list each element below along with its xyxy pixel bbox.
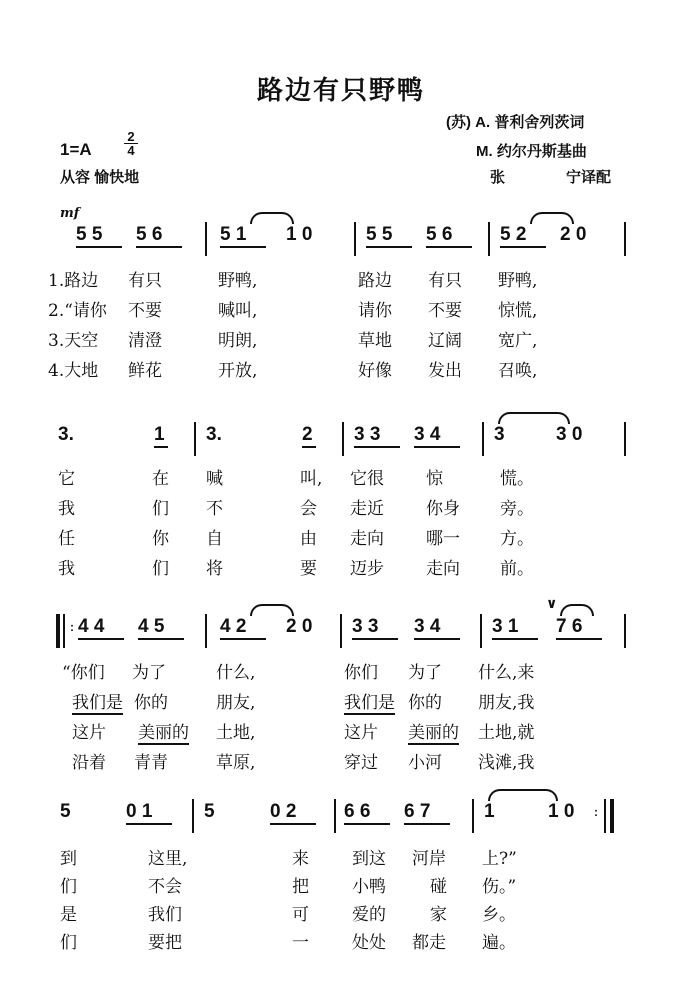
beam — [126, 823, 172, 825]
beam — [76, 246, 122, 248]
note-group: 2 0 — [560, 224, 587, 245]
note-group: 3 — [494, 424, 505, 445]
note-group: 1 0 — [286, 224, 313, 245]
bar-line — [624, 614, 626, 648]
note-group: 0 2 — [270, 801, 297, 822]
lyric-line: 到 这里, 来 到这 河岸 上?” — [60, 849, 517, 869]
repeat-bar-line — [63, 614, 65, 648]
note-group: 5 6 — [426, 224, 453, 245]
note-group: 5 5 — [76, 224, 103, 245]
repeat-dots: : — [594, 805, 598, 819]
beam — [366, 246, 412, 248]
lyric-line: 我 们 将 要 迈步 走向 前。 — [58, 559, 534, 579]
lyric-line: 是 我们 可 爱的 家 乡。 — [60, 905, 516, 925]
beam — [414, 446, 460, 448]
note-group: 3 3 — [354, 424, 381, 445]
bar-line — [342, 422, 344, 456]
repeat-dots: : — [70, 620, 74, 634]
repeat-bar-line — [604, 799, 606, 833]
tempo-marking: 从容 愉快地 — [60, 169, 140, 186]
bar-line — [354, 222, 356, 256]
beam — [270, 823, 316, 825]
beam — [344, 823, 390, 825]
note-group: 3. — [206, 424, 222, 445]
note-group: 3 1 — [492, 616, 519, 637]
breath-mark-icon: ∨ — [546, 596, 558, 612]
beam — [220, 638, 266, 640]
note-group: 1 — [484, 801, 495, 822]
tie-mark — [530, 212, 574, 224]
lyric-line: 1.路边 有只 野鸭, 路边 有只 野鸭, — [48, 271, 538, 291]
lyric-line: 我们是 你的 朋友, 我们是 你的 朋友,我 — [48, 688, 628, 712]
translator-credit: 宁译配 — [566, 169, 612, 186]
beam — [136, 246, 182, 248]
beam — [426, 246, 472, 248]
note-group: 5 — [60, 801, 71, 822]
beam — [352, 638, 398, 640]
dynamic-marking: mf — [60, 206, 80, 221]
beam — [414, 638, 460, 640]
note-group: 3 4 — [414, 616, 441, 637]
time-signature-top: 2 — [127, 129, 135, 144]
beam — [138, 638, 184, 640]
note-group: 3 3 — [352, 616, 379, 637]
note-group: 1 — [154, 424, 165, 445]
note-group: 3 0 — [556, 424, 583, 445]
note-group: 5 1 — [220, 224, 247, 245]
tie-mark — [250, 604, 294, 616]
note-group: 6 6 — [344, 801, 371, 822]
lyric-line: 们 不会 把 小鸭 碰 伤。” — [60, 877, 517, 897]
note-group: 7 6 — [556, 616, 583, 637]
beam — [78, 638, 124, 640]
tie-mark — [560, 604, 594, 616]
lyric-line: 任 你 自 由 走向 哪一 方。 — [58, 529, 534, 549]
bar-line — [624, 422, 626, 456]
time-signature — [124, 130, 138, 157]
bar-line — [205, 222, 207, 256]
beam — [500, 246, 546, 248]
bar-line — [488, 222, 490, 256]
repeat-bar-line — [610, 799, 614, 833]
lyric-line: 沿着 青青 草原, 穿过 小河 浅滩,我 — [72, 753, 535, 773]
bar-line — [624, 222, 626, 256]
beam — [220, 246, 266, 248]
beam — [556, 638, 602, 640]
note-group: 0 1 — [126, 801, 153, 822]
lyric-line: 这片 美丽的 土地, 这片 美丽的 土地,就 — [48, 718, 628, 742]
score-system-3 — [48, 596, 628, 650]
repeat-bar-line — [56, 614, 60, 648]
note-group: 4 5 — [138, 616, 165, 637]
note-group: 4 4 — [78, 616, 105, 637]
lyric-line: 它 在 喊 叫, 它很 惊 慌。 — [58, 469, 534, 489]
lyric-line: 我 们 不 会 走近 你身 旁。 — [58, 499, 534, 519]
bar-line — [205, 614, 207, 648]
beam — [492, 638, 538, 640]
bar-line — [194, 422, 196, 456]
bar-line — [334, 799, 336, 833]
bar-line — [482, 422, 484, 456]
page-title: 路边有只野鸭 — [256, 76, 425, 106]
lyric-line: “你们 为了 什么, 你们 为了 什么,来 — [62, 663, 535, 683]
beam — [302, 446, 316, 448]
beam — [354, 446, 400, 448]
note-group: 1 0 — [548, 801, 575, 822]
tie-mark — [250, 212, 294, 224]
note-group: 3. — [58, 424, 74, 445]
note-group: 6 7 — [404, 801, 431, 822]
bar-line — [340, 614, 342, 648]
note-group: 4 2 — [220, 616, 247, 637]
note-group: 5 5 — [366, 224, 393, 245]
composer-credit: M. 约尔丹斯基曲 — [476, 143, 587, 160]
score-system-2 — [48, 418, 628, 458]
note-group: 2 — [302, 424, 313, 445]
time-signature-bottom: 4 — [124, 143, 138, 157]
note-group: 3 4 — [414, 424, 441, 445]
lyric-line: 4.大地 鲜花 开放, 好像 发出 召唤, — [48, 361, 538, 381]
lyric-line: 们 要把 一 处处 都走 遍。 — [60, 933, 516, 953]
note-group: 2 0 — [286, 616, 313, 637]
bar-line — [472, 799, 474, 833]
tie-mark — [488, 789, 558, 801]
key-signature: 1=A — [60, 140, 92, 159]
note-group: 5 6 — [136, 224, 163, 245]
bar-line — [480, 614, 482, 648]
note-group: 5 2 — [500, 224, 527, 245]
score-system-4 — [48, 795, 628, 835]
beam — [404, 823, 450, 825]
bar-line — [192, 799, 194, 833]
note-group: 5 — [204, 801, 215, 822]
beam — [154, 446, 168, 448]
lyric-line: 3.天空 清澄 明朗, 草地 辽阔 宽广, — [48, 331, 538, 351]
translator-surname: 张 — [490, 169, 506, 186]
lyricist-credit: (苏) A. 普利舍列茨词 — [446, 114, 585, 131]
tie-mark — [498, 412, 570, 424]
lyric-line: 2.“请你 不要 喊叫, 请你 不要 惊慌, — [48, 301, 538, 321]
score-system-1 — [48, 218, 628, 258]
